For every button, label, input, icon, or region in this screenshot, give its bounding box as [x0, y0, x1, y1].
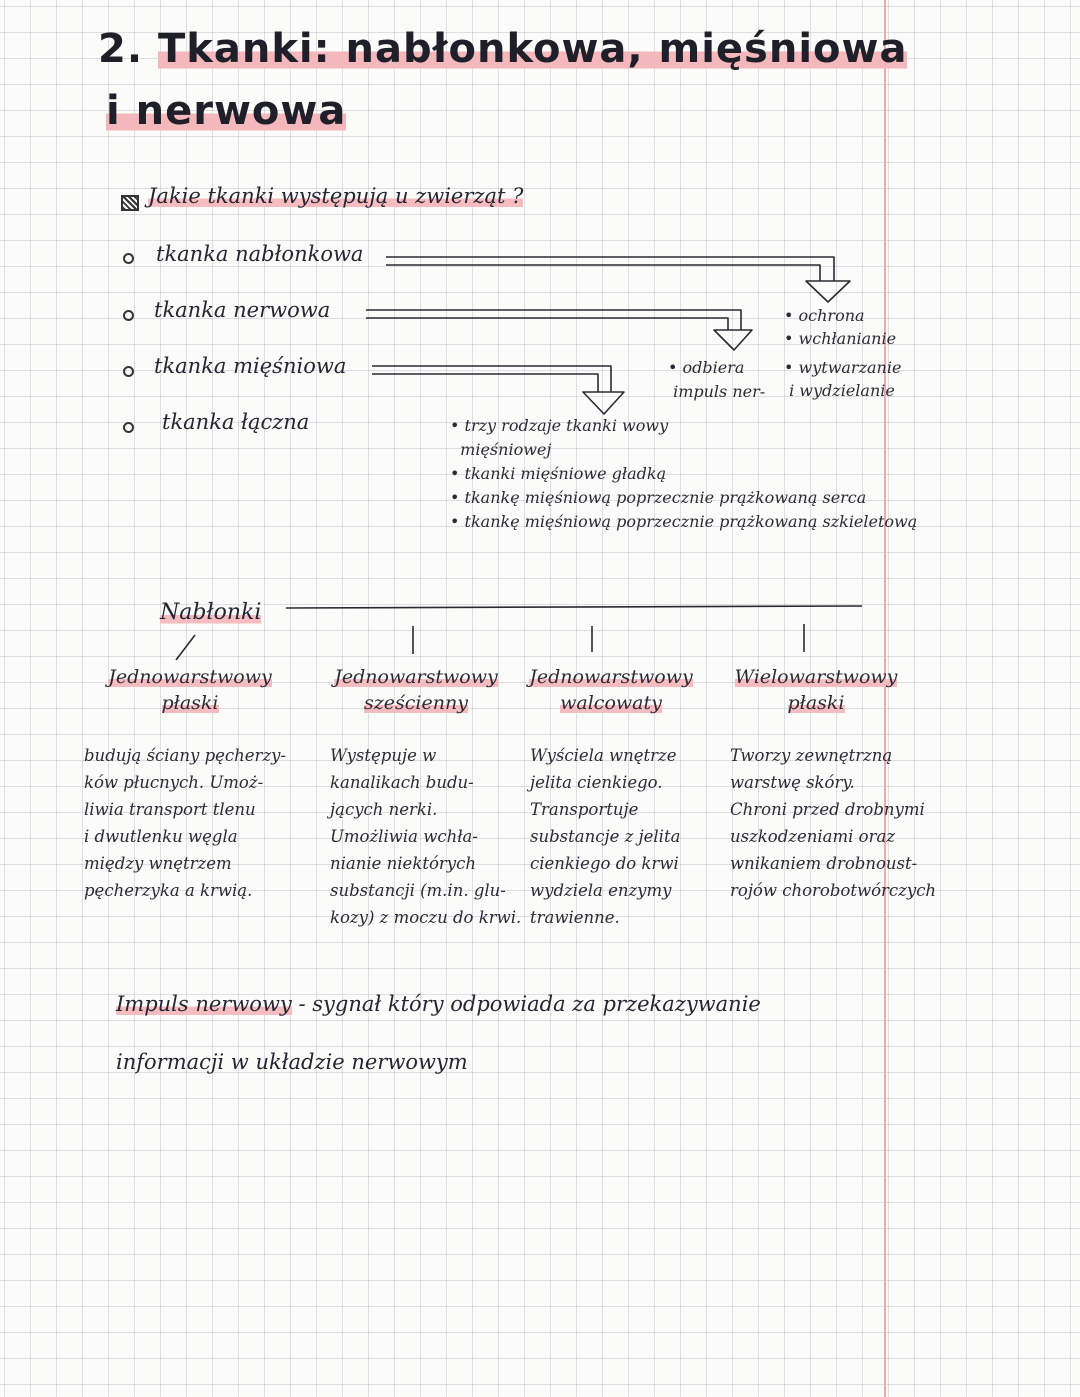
epithelium-desc-2: Występuje w kanalikach budu- jących nerki. Umożliwia wchła- nianie niektórych substancji (m.in. glu- kozy) z moczu do krwi. [330, 746, 522, 927]
epithelium-type-2: Jednowarstwowy sześcienny [334, 666, 498, 714]
definition-term: Impuls nerwowy [116, 992, 292, 1016]
tissue-nervous: tkanka nerwowa [154, 298, 331, 322]
epithelium-desc-4: Tworzy zewnętrzną warstwę skóry. Chroni przed drobnymi uszkodzeniami oraz wnikaniem drobnoust- rojów chorobotwórczych [730, 746, 937, 900]
epithelium-functions: • ochrona • wchłanianie • wytwarzanie i wydzielanie [784, 306, 902, 400]
title-number: 2. [98, 26, 144, 72]
tissue-muscle: tkanka mięśniowa [154, 354, 347, 378]
tree-root: Nabłonki [160, 600, 262, 625]
title-line-1: Tkanki: nabłonkowa, mięśniowa [157, 26, 908, 72]
epithelium-type-4: Wielowarstwowy płaski [734, 666, 898, 714]
epithelium-type-1: Jednowarstwowy płaski [108, 666, 272, 714]
tissue-connective: tkanka łączna [162, 410, 310, 434]
definition-line-1 [116, 992, 761, 1016]
epithelium-desc-1: budują ściany pęcherzy- ków płucnych. Umoż- liwia transport tlenu i dwutlenku węgla między wnętrzem pęcherzyka a krwią. [84, 746, 287, 900]
epithelium-desc-3: Wyściela wnętrze jelita cienkiego. Transportuje substancje z jelita cienkiego do krwi wydziela enzymy trawienne. [530, 746, 681, 927]
definition-text: - sygnał który odpowiada za przekazywanie [298, 992, 761, 1016]
title-line-2: i nerwowa [106, 88, 347, 134]
epithelium-type-3: Jednowarstwowy walcowaty [529, 666, 693, 714]
muscle-notes: • trzy rodzaje tkanki wowy mięśniowej • tkanki mięśniowe gładką • tkankę mięśniową poprzecznie prążkowaną serca • tkankę mięśniową poprzecznie prążkowaną szkieletową [450, 416, 918, 531]
definition-line-2: informacji w układzie nerwowym [116, 1050, 468, 1074]
nerve-functions: • odbiera impuls ner- [668, 358, 766, 401]
tissue-epithelial: tkanka nabłonkowa [156, 242, 364, 266]
question: Jakie tkanki występują u zwierząt ? [148, 184, 524, 208]
